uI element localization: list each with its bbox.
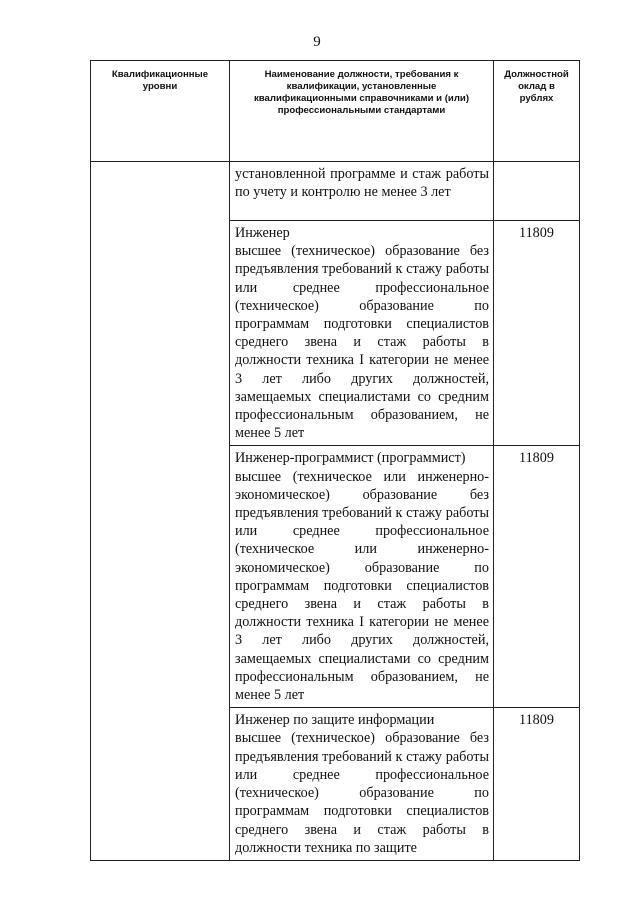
header-qualification-levels: Квалификационные уровни <box>91 61 230 162</box>
continuation-text: установленной программе и стаж работы по учету и контролю не менее 3 лет <box>235 166 489 201</box>
position-cell-programmer <box>230 446 494 708</box>
table-row <box>91 162 580 221</box>
position-cell-infosec-engineer <box>230 708 494 861</box>
qualification-table <box>90 60 580 861</box>
position-title: Инженер-программист (программист) <box>235 450 466 467</box>
salary-value: 11809 <box>494 446 580 708</box>
position-requirements: высшее (техническое) образование без предъявления требований к стажу работы или среднее профессиональное (техническое) образование по программам подготовки специалистов среднего звена и стаж работы в должности техника по защите <box>235 730 489 856</box>
continuation-cell <box>230 162 494 221</box>
table-header-row <box>91 61 580 162</box>
header-position-requirements: Наименование должности, требования к квалификации, установленные квалификационными справочниками и (или) профессиональными стандартами <box>230 61 494 162</box>
position-requirements: высшее (техническое) образование без предъявления требований к стажу работы или среднее профессиональное (техническое) образование по программам подготовки специалистов среднего звена и стаж работы в должности техника I категории не менее 3 лет либо других должностей, замещаемых специалистами со средним профессиональным образованием, не менее 5 лет <box>235 243 489 442</box>
header-salary: Должностной оклад в рублях <box>494 61 580 162</box>
position-title: Инженер по защите информации <box>235 712 435 729</box>
salary-value: 11809 <box>494 708 580 861</box>
position-title: Инженер <box>235 225 290 241</box>
salary-cell-empty <box>494 162 580 221</box>
page-number: 9 <box>313 34 321 50</box>
salary-value: 11809 <box>494 221 580 446</box>
position-cell-engineer <box>230 221 494 446</box>
position-requirements: высшее (техническое или инженерно-экономическое) образование без предъявления требований к стажу работы или среднее профессиональное (техническое или инженерно-экономическое) образование по программам подготовки специалистов среднего звена и стаж работы в должности техника I категории не менее 3 лет либо других должностей, замещаемых специалистами со средним профессиональным образованием, не менее 5 лет <box>235 468 489 704</box>
qualification-level-cell <box>91 162 230 861</box>
